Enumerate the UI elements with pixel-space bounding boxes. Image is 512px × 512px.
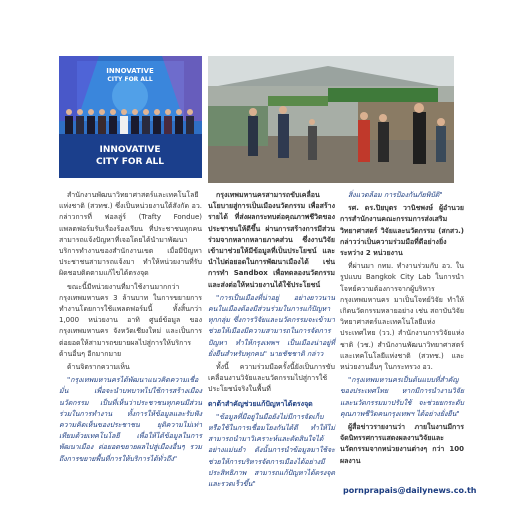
event-photo-booths [208, 56, 454, 183]
col2-quote-1: "การเป็นเมืองที่น่าอยู่ อย่างยาวนาน คนในเมืองต้องมีส่วนร่วมในการแก้ปัญหาทุกกลุ่ม ซึ่งการวิจัยและนวัตกรรมจะเข้ามาช่วยให้เมืองมีความสามารถในการจัดการปัญหา ทำให้กรุงเทพฯ เป็นเมืองน่าอยู่ที่ยั่งยืนสำหรับทุกคน" นายชัชชาติ กล่าว [208, 293, 335, 358]
col1-paragraph-3: ด้านจิตรากความเห็น [67, 363, 130, 372]
col3-paragraph-1: รศ. ดร.ปิยบุตร วานิชพงษ์ ผู้อำนวยการสำนักงานคณะกรรมการส่งเสริมวิทยาศาสตร์ วิจัยและนวัตกรรม (สกสว.) กล่าวว่าเป็นความร่วมมือที่ดีอย่างยิ่งระหว่าง 2 หน่วยงาน [340, 204, 464, 258]
col1-paragraph-1: สำนักงานพัฒนาวิทยาศาสตร์และเทคโนโลยีแห่งชาติ (สวทช.) ซึ่งเป็นหน่วยงานใต้สังกัด อว. กล่าวการที่ ฟอลลู่ร์ (Trafty Fondue) แพลตฟอร์มรับเรื่องร้องเรียน ที่ประชาชนทุกคนสามารถแจ้งปัญหาที่เจอโดยได้นำมาพัฒนาบริการทำงานของสำนักงานเขต เมื่อมีปัญหาประชาชนสามารถแจ้งมา ทำให้หน่วยงานที่รับผิดชอบติดตามแก้ไขได้ตรงจุด [59, 191, 202, 278]
col2-paragraph-2: ทั้งนี้ ความร่วมมือครั้งนี้ยังเป็นการขับเคลื่อนงานวิจัยและนวัตกรรมไปสู่การใช้ประโยชน์จริงในพื้นที่ [208, 363, 335, 394]
section-heading: ดาต้าสำคัญช่วยแก้ปัญหาได้ตรงจุด [208, 399, 313, 408]
col1-paragraph-2: ขณะนี้มีหน่วยงานที่มาใช้งานมากกว่ากรุงเทพมหานคร 3 ล้านบาท ในการขยายการทำงานโดยการใช้แพลตฟอร์มนี้ ทั้งสิ้นกว่า 1,000 หน่วยงาน อาทิ ศูนย์ข้อมูล ของกรุงเทพมหานคร จังหวัดเชียงใหม่ และเป็นการต่อยอดให้สามารถขยายผลไปสู่การให้บริการด้านอื่นๆ อีกมากมาย [59, 282, 202, 358]
article-column-2 [208, 190, 335, 492]
booths-illustration [208, 56, 454, 183]
sign-top-line2: CITY FOR ALL [107, 76, 153, 83]
article-column-3 [340, 190, 464, 469]
article-column-1 [59, 190, 202, 467]
banner-line2: CITY FOR ALL [95, 157, 165, 167]
sign-top-line1: INNOVATIVE [106, 67, 154, 75]
banner-line1: INNOVATIVE [99, 145, 161, 155]
col2-quote-2: "ข้อมูลที่มีอยู่ในมือยังไม่มีการจัดเก็บหรือใช้ในการเชื่อมโยงกันได้ดี ทำให้ไม่สามารถนำมาวิเคราะห์และตัดสินใจได้อย่างแม่นยำ ดังนั้นการนำข้อมูลมาใช้จะช่วยให้การบริหารจัดการเมืองได้อย่างมีประสิทธิภาพ สามารถแก้ปัญหาได้ตรงจุดและรวดเร็วขึ้น" [208, 412, 335, 489]
col3-paragraph-3: ผู้สื่อข่าวรายงานว่า ภายในงานมีการจัดนิทรรศการแสดงผลงานวิจัยและนวัตกรรมจากหน่วยงานต่างๆ กว่า 100 ผลงาน [340, 423, 464, 465]
col3-quote-2: "กรุงเทพมหานครเป็นต้นแบบที่สำคัญของประเทศไทย หากมีการนำงานวิจัยและนวัตกรรมมาปรับใช้ จะช่วยยกระดับคุณภาพชีวิตคนกรุงเทพฯ ได้อย่างยั่งยืน" [340, 376, 464, 418]
col1-quote-1: "กรุงเทพมหานครได้พัฒนาแนวคิดความเชื่อมั่น เพื่อจะนำบทบาทไปใช้การสร้างเมืองนวัตกรรม เป็นที่เห็นว่าประชาชนทุกคนมีส่วนร่วมในการทำงาน ทั้งการให้ข้อมูลและรับฟังความคิดเห็นของประชาชน ยุติความไม่เท่าเทียมด้วยเทคโนโลยี เพื่อให้ได้ข้อมูลในการพัฒนาเมือง ต่อยอดขยายผลไปสู่เมืองอื่นๆ รวมถึงการขยายพื้นที่การให้บริการได้ทั่วถึง" [59, 376, 202, 463]
author-email: pornprapais@dailynews.co.th [343, 486, 477, 495]
event-photo-stage [59, 56, 202, 178]
col3-paragraph-2: ที่ผ่านมา กทม. ทำงานร่วมกับ อว. ในรูปแบบ Bangkok City Lab ในการนำโจทย์ความต้องการจากผู้บริหารกรุงเทพมหานคร มาเป็นโจทย์วิจัย ทำให้เกิดนวัตกรรมหลายอย่าง เช่น สถาบันวิจัยวิทยาศาสตร์และเทคโนโลยีแห่งประเทศไทย (วว.) สำนักงานการวิจัยแห่งชาติ (วช.) สำนักงานพัฒนาวิทยาศาสตร์และเทคโนโลยีแห่งชาติ (สวทช.) และหน่วยงานอื่นๆ ในกระทรวง อว. [340, 262, 464, 372]
col3-quote-1: สิ่งแวดล้อม การป้องกันภัยพิบัติ" [348, 191, 443, 199]
col2-paragraph-1: กรุงเทพมหานครสามารถขับเคลื่อนนโยบายสู่การเป็นเมืองนวัตกรรม เพื่อสร้างรายได้ ที่ส่งผลกระทบต่อคุณภาพชีวิตของประชาชนให้ดีขึ้น ผ่านการสร้างการมีส่วนร่วมจากหลากหลายภาคส่วน ซึ่งงานวิจัยเข้ามาช่วยให้มีข้อมูลที่เป็นประโยชน์ และนำไปต่อยอดในการพัฒนาเมืองได้ เช่น การทำ Sandbox เพื่อทดลองนวัตกรรมและส่งต่อให้หน่วยงานได้ใช้ประโยชน์ [208, 191, 335, 289]
stage-illustration [59, 56, 202, 178]
